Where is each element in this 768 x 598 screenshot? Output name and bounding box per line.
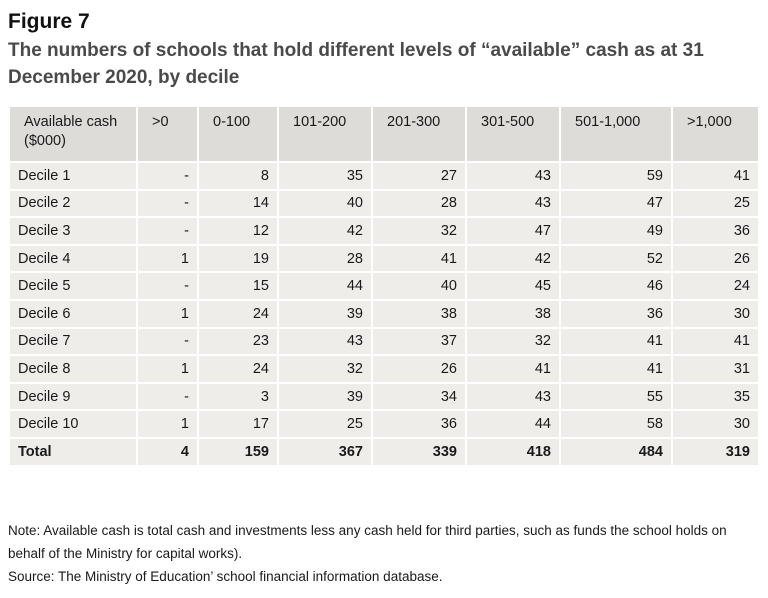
column-header: 101-200 — [278, 106, 372, 162]
table-cell: 19 — [198, 245, 278, 273]
decile-label: Decile 6 — [9, 300, 137, 328]
table-cell: 46 — [560, 272, 672, 300]
table-cell: 39 — [278, 383, 372, 411]
table-cell: 36 — [672, 217, 759, 245]
table-cell: 52 — [560, 245, 672, 273]
table-row — [9, 190, 759, 218]
table-cell: 32 — [278, 355, 372, 383]
decile-label: Decile 2 — [9, 190, 137, 218]
table-cell: 55 — [560, 383, 672, 411]
table-cell: 23 — [198, 328, 278, 356]
table-cell: 58 — [560, 410, 672, 438]
table-cell: 30 — [672, 300, 759, 328]
table-cell: - — [137, 190, 198, 218]
table-cell: 41 — [466, 355, 560, 383]
table-cell: 43 — [278, 328, 372, 356]
table-cell: 43 — [466, 190, 560, 218]
decile-label: Decile 9 — [9, 383, 137, 411]
table-cell: 34 — [372, 383, 466, 411]
table-cell: 24 — [198, 300, 278, 328]
column-header: 501-1,000 — [560, 106, 672, 162]
table-cell: 30 — [672, 410, 759, 438]
table-cell: 4 — [137, 438, 198, 466]
table-cell: - — [137, 328, 198, 356]
decile-label: Decile 4 — [9, 245, 137, 273]
table-cell: 159 — [198, 438, 278, 466]
decile-label: Decile 7 — [9, 328, 137, 356]
table-header-row — [9, 106, 759, 162]
table-cell: 25 — [278, 410, 372, 438]
table-cell: - — [137, 272, 198, 300]
table-row — [9, 355, 759, 383]
column-header: 301-500 — [466, 106, 560, 162]
table-cell: 59 — [560, 162, 672, 190]
table-cell: 41 — [672, 162, 759, 190]
table-row — [9, 328, 759, 356]
table-cell: 41 — [560, 355, 672, 383]
table-cell: 12 — [198, 217, 278, 245]
table-cell: - — [137, 383, 198, 411]
table-row — [9, 217, 759, 245]
column-header: 201-300 — [372, 106, 466, 162]
table-cell: 41 — [560, 328, 672, 356]
table-cell: 36 — [372, 410, 466, 438]
header-available-cash: Available cash ($000) — [9, 106, 137, 162]
table-cell: 40 — [278, 190, 372, 218]
table-cell: 367 — [278, 438, 372, 466]
table-cell: 319 — [672, 438, 759, 466]
table-cell: 1 — [137, 245, 198, 273]
decile-label: Decile 5 — [9, 272, 137, 300]
table-cell: 42 — [466, 245, 560, 273]
table-cell: 43 — [466, 383, 560, 411]
table-cell: 31 — [672, 355, 759, 383]
table-row — [9, 272, 759, 300]
table-cell: 49 — [560, 217, 672, 245]
table-cell: 3 — [198, 383, 278, 411]
table-cell: 35 — [672, 383, 759, 411]
column-header: >1,000 — [672, 106, 759, 162]
table-cell: 26 — [372, 355, 466, 383]
table-cell: 339 — [372, 438, 466, 466]
table-source: Source: The Ministry of Education’ school financial information database. — [8, 569, 443, 584]
table-cell: 15 — [198, 272, 278, 300]
table-row — [9, 383, 759, 411]
table-cell: 32 — [372, 217, 466, 245]
table-note: Note: Available cash is total cash and investments less any cash held for third parties, such as funds the school holds on behalf of the Ministry for capital works). — [8, 523, 727, 561]
table-cell: 38 — [372, 300, 466, 328]
figure-title: The numbers of schools that hold different levels of “available” cash as at 31 December 2020, by decile — [8, 40, 704, 88]
table-cell: 484 — [560, 438, 672, 466]
table-cell: 40 — [372, 272, 466, 300]
table-cell: - — [137, 217, 198, 245]
table-cell: 28 — [372, 190, 466, 218]
decile-label: Decile 8 — [9, 355, 137, 383]
table-cell: 32 — [466, 328, 560, 356]
table-cell: 1 — [137, 410, 198, 438]
table-cell: 47 — [560, 190, 672, 218]
table-row — [9, 245, 759, 273]
table-cell: 17 — [198, 410, 278, 438]
table-cell: 45 — [466, 272, 560, 300]
table-cell: 26 — [672, 245, 759, 273]
table-cell: 8 — [198, 162, 278, 190]
table-cell: 24 — [198, 355, 278, 383]
table-cell: 1 — [137, 355, 198, 383]
table-cell: 418 — [466, 438, 560, 466]
table-row — [9, 300, 759, 328]
table-cell: 28 — [278, 245, 372, 273]
table-cell: 43 — [466, 162, 560, 190]
table-cell: 27 — [372, 162, 466, 190]
table-body — [9, 162, 759, 466]
table-cell: 44 — [466, 410, 560, 438]
table-cell: - — [137, 162, 198, 190]
decile-label: Decile 1 — [9, 162, 137, 190]
table-total-row — [9, 438, 759, 466]
table-cell: 24 — [672, 272, 759, 300]
table-cell: 38 — [466, 300, 560, 328]
table-row — [9, 162, 759, 190]
table-cell: 35 — [278, 162, 372, 190]
table-cell: 39 — [278, 300, 372, 328]
table-cell: 25 — [672, 190, 759, 218]
decile-label: Decile 10 — [9, 410, 137, 438]
table-cell: 41 — [372, 245, 466, 273]
column-header: >0 — [137, 106, 198, 162]
table-cell: 41 — [672, 328, 759, 356]
decile-label: Decile 3 — [9, 217, 137, 245]
cash-by-decile-table — [8, 105, 760, 467]
column-header: 0-100 — [198, 106, 278, 162]
table-cell: 42 — [278, 217, 372, 245]
table-cell: 47 — [466, 217, 560, 245]
table-cell: 37 — [372, 328, 466, 356]
table-cell: 36 — [560, 300, 672, 328]
table-cell: 14 — [198, 190, 278, 218]
figure-label: Figure 7 — [8, 10, 90, 33]
total-label: Total — [9, 438, 137, 466]
table-cell: 1 — [137, 300, 198, 328]
table-row — [9, 410, 759, 438]
table-cell: 44 — [278, 272, 372, 300]
